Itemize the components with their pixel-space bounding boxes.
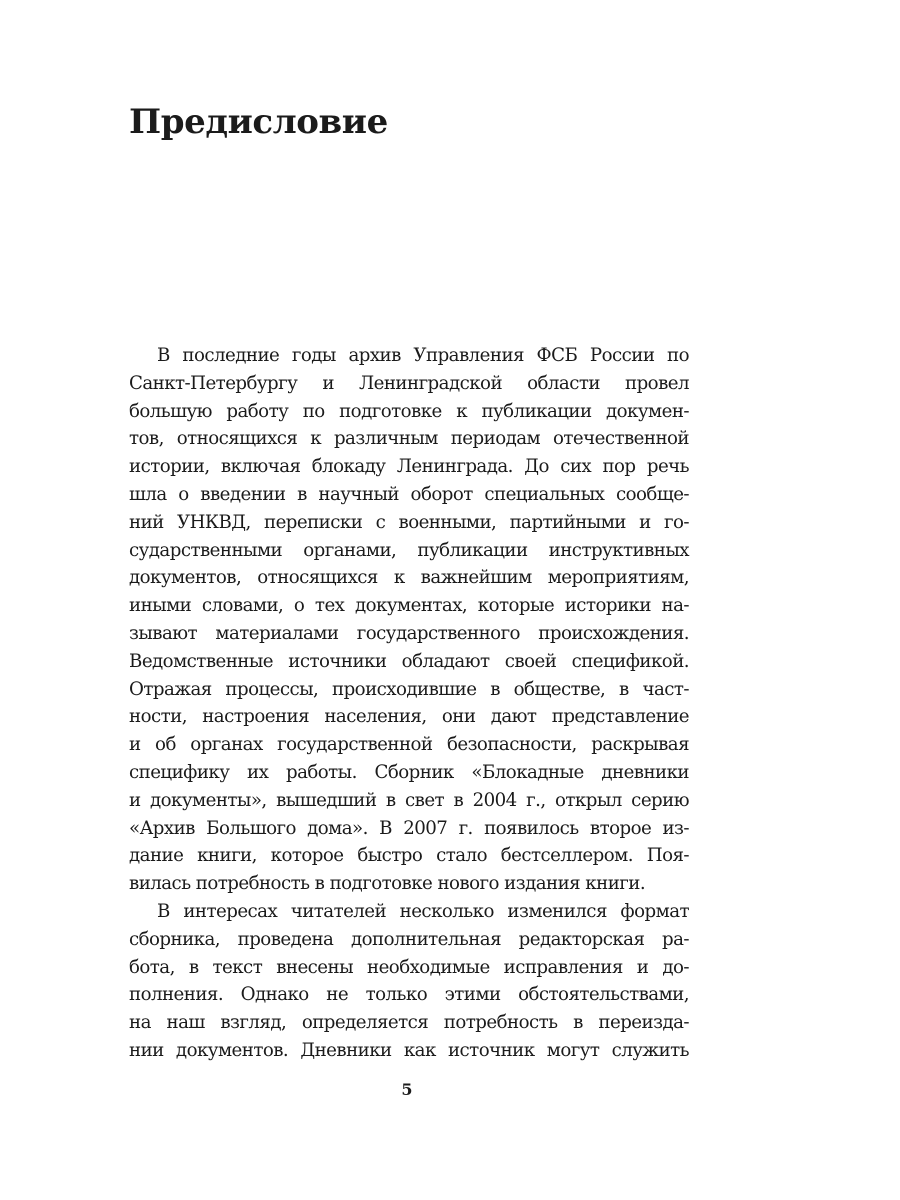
text-line: документов, относящихся к важнейшим мероприятиям, xyxy=(129,567,689,589)
text-line: Отражая процессы, происходившие в обществе, в част- xyxy=(129,678,689,700)
text-line: ний УНКВД, переписки с военными, партийными и го- xyxy=(129,511,689,533)
page-number: 5 xyxy=(401,1080,413,1099)
text-line: полнения. Однако не только этими обстоятельствами, xyxy=(129,984,689,1006)
body-text xyxy=(129,342,689,1065)
text-line: большую работу по подготовке к публикации докумен- xyxy=(129,400,689,422)
text-line: сударственными органами, публикации инструктивных xyxy=(129,539,689,561)
text-line: шла о введении в научный оборот специальных сообще- xyxy=(129,483,689,505)
text-line: ности, настроения населения, они дают представление xyxy=(129,706,689,728)
paragraph-2 xyxy=(129,898,689,1065)
text-line: и об органах государственной безопасности, раскрывая xyxy=(129,734,689,756)
text-line: тов, относящихся к различным периодам отечественной xyxy=(129,428,689,450)
text-line: Ведомственные источники обладают своей спецификой. xyxy=(129,650,689,672)
paragraph-1 xyxy=(129,342,689,898)
text-line: специфику их работы. Сборник «Блокадные дневники xyxy=(129,761,689,783)
text-line: дание книги, которое быстро стало бестселлером. Поя- xyxy=(129,845,689,867)
text-line: «Архив Большого дома». В 2007 г. появилось второе из- xyxy=(129,817,689,839)
text-line: на наш взгляд, определяется потребность в переизда- xyxy=(129,1012,689,1034)
text-line: вилась потребность в подготовке нового издания книги. xyxy=(129,873,646,895)
text-line: истории, включая блокаду Ленинграда. До сих пор речь xyxy=(129,456,689,478)
text-line: Санкт-Петербургу и Ленинградской области провел xyxy=(129,372,689,394)
text-line: бота, в текст внесены необходимые исправления и до- xyxy=(129,956,689,978)
text-line: и документы», вышедший в свет в 2004 г., открыл серию xyxy=(129,789,689,811)
text-line: иными словами, о тех документах, которые историки на- xyxy=(129,595,689,617)
text-line: В интересах читателей несколько изменился формат xyxy=(157,900,689,922)
text-line: зывают материалами государственного происхождения. xyxy=(129,622,689,644)
text-line: В последние годы архив Управления ФСБ России по xyxy=(157,345,689,366)
chapter-heading: Предисловие xyxy=(129,102,388,142)
text-line: нии документов. Дневники как источник могут служить xyxy=(129,1039,689,1061)
text-line: сборника, проведена дополнительная редакторская ра- xyxy=(129,928,689,950)
